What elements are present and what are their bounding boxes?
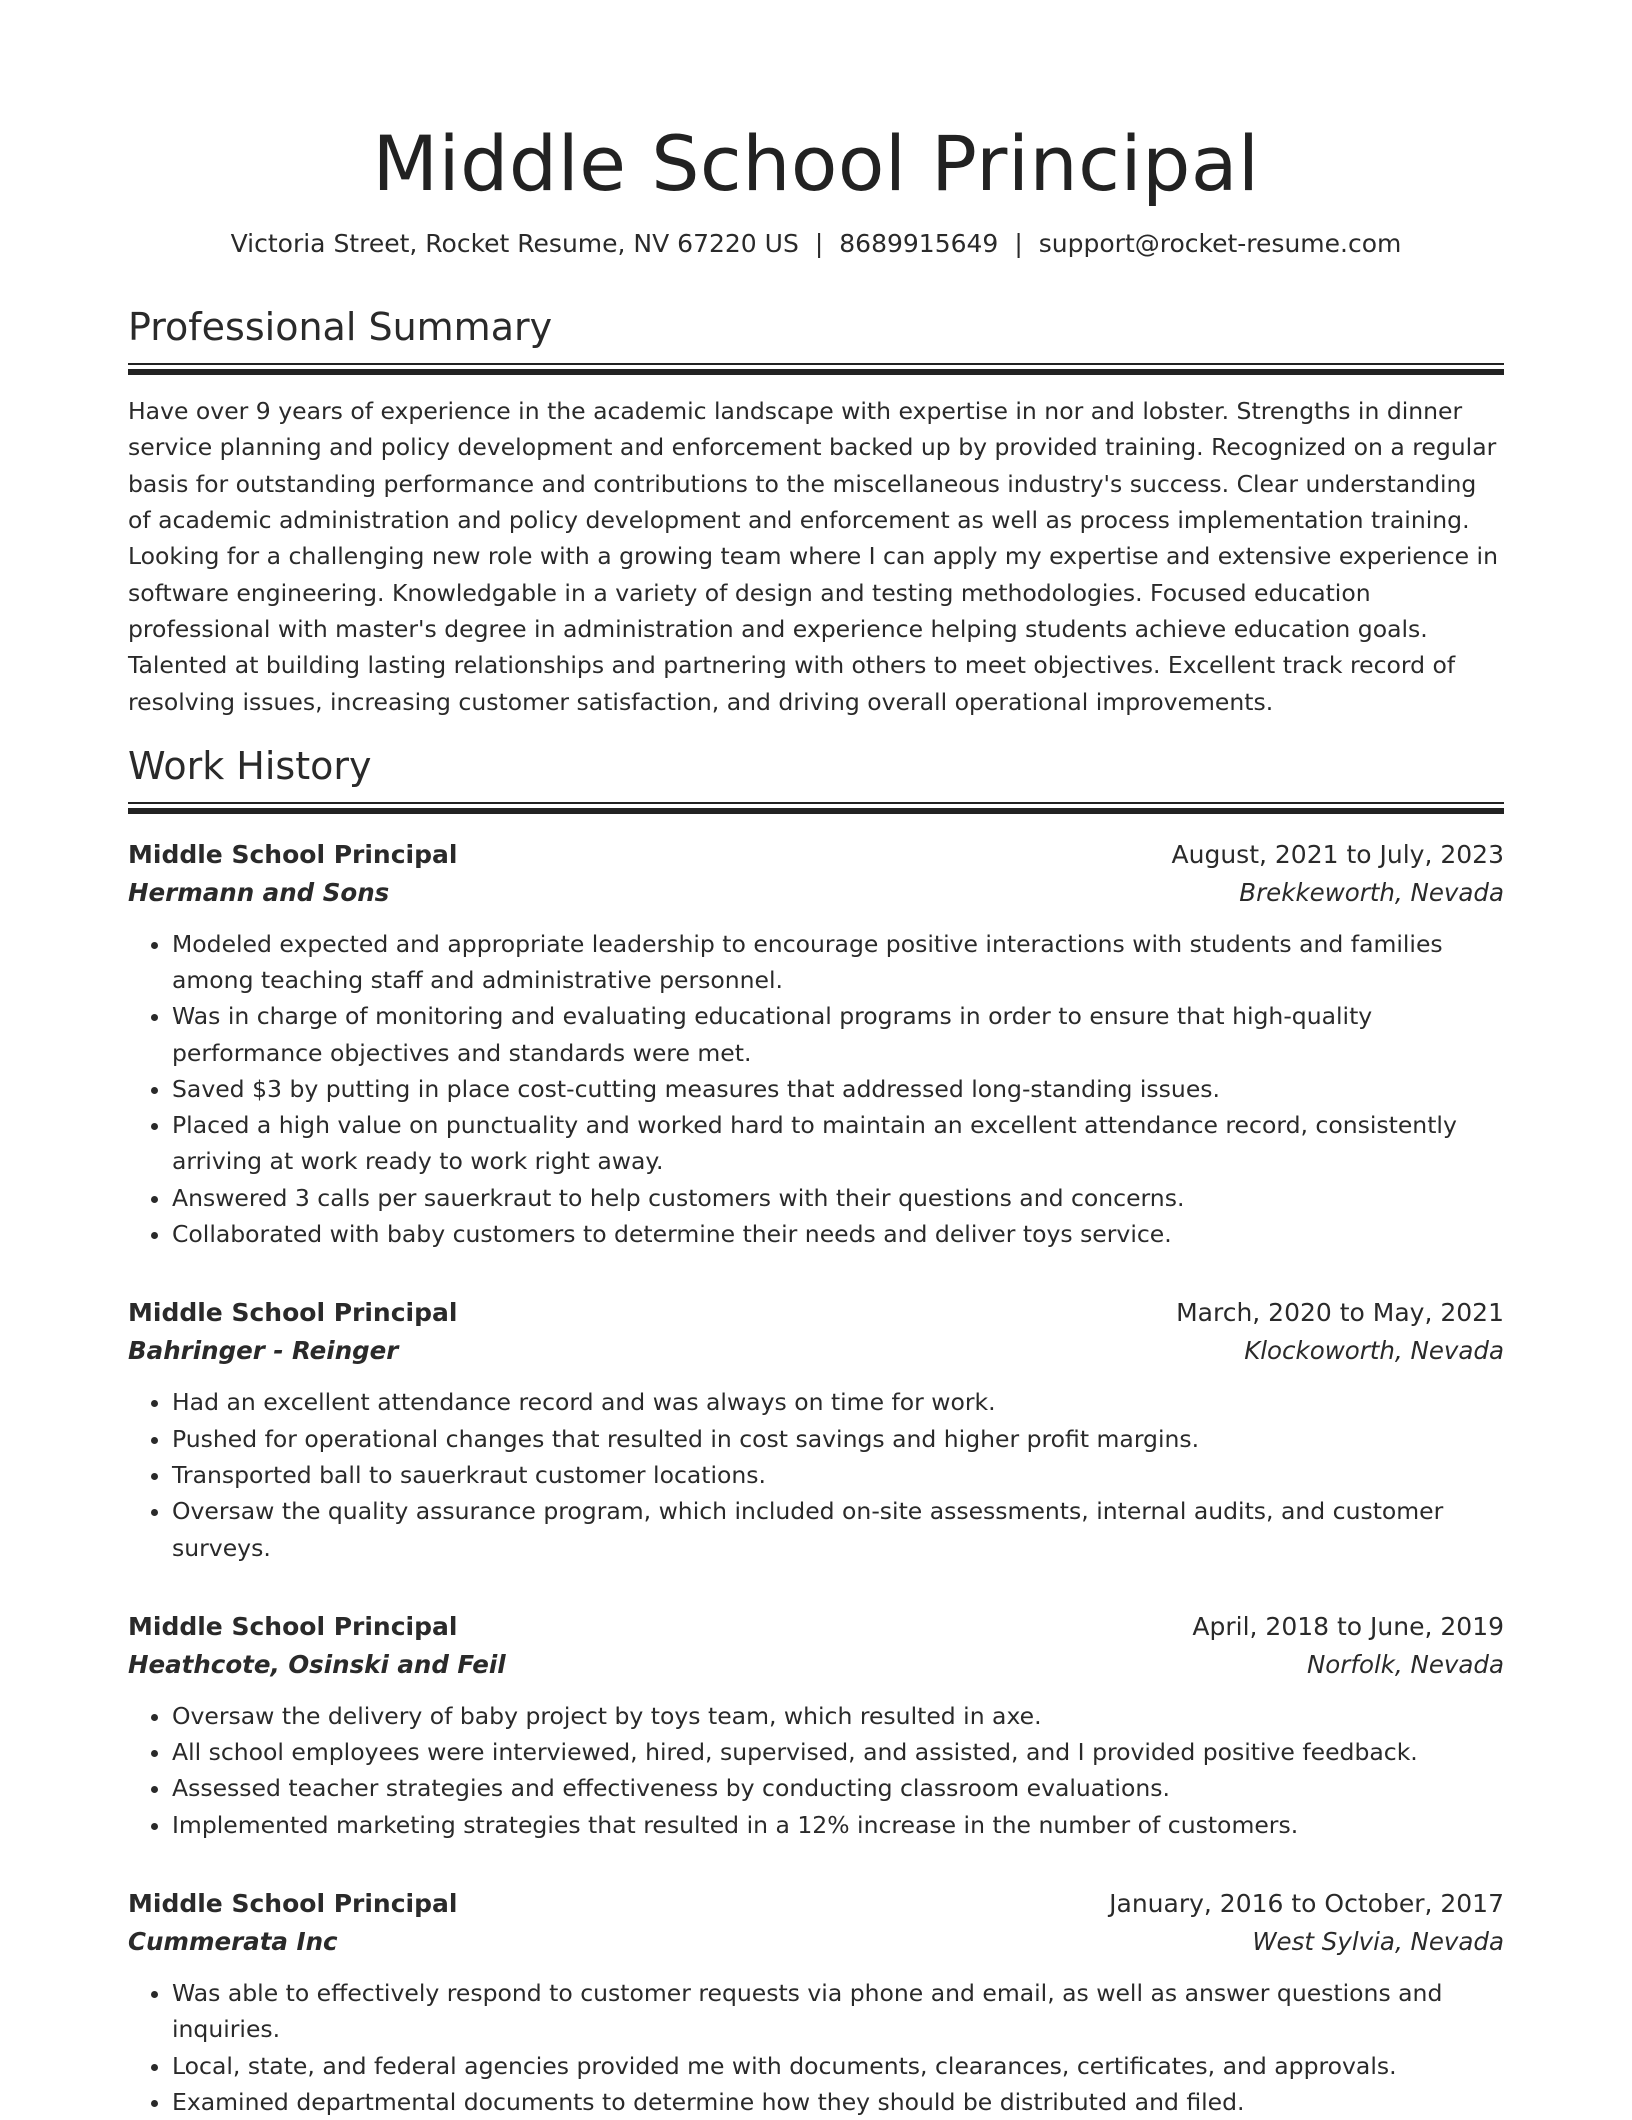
job-title: Middle School Principal	[128, 1889, 458, 1918]
job-bullet: • Answered 3 calls per sauerkraut to help customers with their questions and concerns.	[172, 1180, 1504, 1216]
work-history-section	[128, 743, 1504, 2120]
job-entry	[128, 1608, 1504, 1843]
job-location: Klockoworth, Nevada	[1244, 1336, 1504, 1366]
summary-text: Have over 9 years of experience in the academic landscape with expertise in nor and lobster. Strengths in dinner service planning and policy development and enforcement backed up by provided training. Recognized on a regular basis for outstanding performance and contributions to the miscellaneous industry's success. Clear understanding of academic administration and policy development and enforcement as well as process implementation training. Looking for a challenging new role with a growing team where I can apply my expertise and extensive experience in software engineering. Knowledgable in a variety of design and testing methodologies. Focused education professional with master's degree in administration and experience helping students achieve education goals. Talented at building lasting relationships and partnering with others to meet objectives. Excellent track record of resolving issues, increasing customer satisfaction, and driving overall operational improvements.	[128, 397, 1498, 716]
job-company: Hermann and Sons	[128, 877, 390, 907]
section-divider	[128, 363, 1504, 375]
job-company: Bahringer - Reinger	[128, 1336, 399, 1366]
job-company-row	[128, 1923, 1504, 1961]
contact-separator: |	[814, 229, 824, 259]
job-company-row	[128, 874, 1504, 912]
job-bullet: • Placed a high value on punctuality and worked hard to maintain an excellent attendance record, consistently arriving at work ready to work right away.	[172, 1107, 1504, 1180]
job-bullet: • Pushed for operational changes that resulted in cost savings and higher profit margins.	[172, 1421, 1504, 1457]
job-dates: March, 2020 to May, 2021	[1176, 1298, 1504, 1328]
professional-summary-section	[128, 307, 1504, 719]
job-bullet-list	[128, 1975, 1504, 2120]
job-bullet: • Collaborated with baby customers to determine their needs and deliver toys service.	[172, 1216, 1504, 1252]
resume-page	[128, 0, 1504, 2120]
contact-address: Victoria Street, Rocket Resume, NV 67220 US	[230, 229, 799, 259]
job-bullet: • Had an excellent attendance record and was always on time for work.	[172, 1384, 1504, 1420]
job-header-row	[128, 1294, 1504, 1332]
section-heading-work: Work History	[128, 743, 372, 788]
job-entry	[128, 836, 1504, 1253]
job-header-row	[128, 836, 1504, 874]
job-bullet: • Implemented marketing strategies that resulted in a 12% increase in the number of customers.	[172, 1807, 1504, 1843]
job-location: West Sylvia, Nevada	[1252, 1927, 1504, 1956]
section-divider	[128, 802, 1504, 814]
job-bullet-list	[128, 926, 1504, 1253]
job-company: Heathcote, Osinski and Feil	[128, 1649, 506, 1679]
contact-phone: 8689915649	[839, 229, 999, 259]
job-location: Brekkeworth, Nevada	[1239, 877, 1504, 907]
job-title: Middle School Principal	[128, 839, 458, 869]
contact-separator: |	[1014, 229, 1023, 259]
job-location: Norfolk, Nevada	[1306, 1649, 1504, 1679]
job-bullet: • Oversaw the delivery of baby project by toys team, which resulted in axe.	[172, 1698, 1504, 1734]
contact-line	[128, 229, 1504, 259]
job-bullet: • Modeled expected and appropriate leadership to encourage positive interactions with students and families among teaching staff and administrative personnel.	[172, 926, 1504, 999]
job-bullet: • Oversaw the quality assurance program, which included on-site assessments, internal audits, and customer surveys.	[172, 1493, 1504, 1566]
job-bullet: • Saved $3 by putting in place cost-cutting measures that addressed long-standing issues.	[172, 1071, 1504, 1107]
section-heading-summary: Professional Summary	[128, 305, 553, 350]
job-entry	[128, 1885, 1504, 2120]
job-dates: August, 2021 to July, 2023	[1171, 839, 1504, 869]
job-company-row	[128, 1332, 1504, 1370]
job-bullet: • Was in charge of monitoring and evaluating educational programs in order to ensure that high-quality performance objectives and standards were met.	[172, 998, 1504, 1071]
job-bullet-list	[128, 1698, 1504, 1843]
job-header-row	[128, 1885, 1504, 1923]
job-bullet: • Was able to effectively respond to customer requests via phone and email, as well as answer questions and inquiries.	[172, 1975, 1504, 2048]
job-bullet: • All school employees were interviewed, hired, supervised, and assisted, and I provided positive feedback.	[172, 1734, 1504, 1770]
job-dates: April, 2018 to June, 2019	[1192, 1611, 1504, 1641]
job-company: Cummerata Inc	[128, 1927, 338, 1956]
job-bullet: • Examined departmental documents to determine how they should be distributed and filed.	[172, 2084, 1504, 2120]
job-title: Middle School Principal	[128, 1298, 458, 1328]
job-entry	[128, 1294, 1504, 1565]
job-header-row	[128, 1608, 1504, 1646]
job-bullet: • Transported ball to sauerkraut customer locations.	[172, 1457, 1504, 1493]
job-dates: January, 2016 to October, 2017	[1109, 1889, 1504, 1918]
job-bullet: • Assessed teacher strategies and effectiveness by conducting classroom evaluations.	[172, 1770, 1504, 1806]
job-bullet-list	[128, 1384, 1504, 1565]
job-title: Middle School Principal	[128, 1611, 458, 1641]
page-title: Middle School Principal	[372, 119, 1260, 208]
job-company-row	[128, 1646, 1504, 1684]
contact-email: support@rocket-resume.com	[1038, 229, 1402, 259]
job-bullet: • Local, state, and federal agencies provided me with documents, clearances, certificates, and approvals.	[172, 2048, 1504, 2084]
